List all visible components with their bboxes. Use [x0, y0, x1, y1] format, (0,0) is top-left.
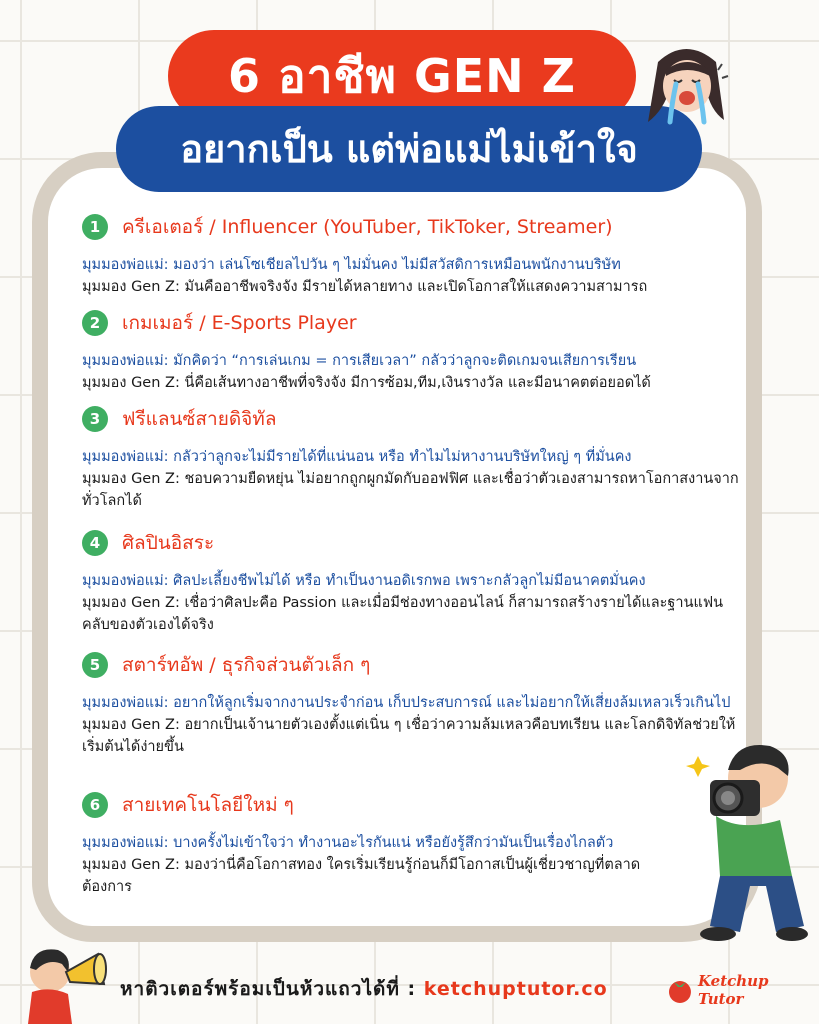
title-banner-primary: 6 อาชีพ GEN Z [168, 30, 636, 122]
parent-view-text: มุมมองพ่อแม่: มักคิดว่า “การเล่นเกม = การเสียเวลา” กลัวว่าลูกจะติดเกมจนเสียการเรียน [82, 353, 637, 369]
section-title: สตาร์ทอัพ / ธุรกิจส่วนตัวเล็ก ๆ [122, 654, 371, 676]
career-section-5 [82, 650, 742, 758]
genz-view-text: มุมมอง Gen Z: มันคืออาชีพจริงจัง มีรายได้หลายทาง และเปิดโอกาสให้แสดงความสามารถ [82, 279, 648, 295]
genz-view-text: มุมมอง Gen Z: อยากเป็นเจ้านายตัวเองตั้งแต่เนิ่น ๆ เชื่อว่าความล้มเหลวคือบทเรียน และโลกดิจิทัลช่วยให้เริ่มต้นได้ง่ายขึ้น [82, 717, 736, 755]
title-banner-secondary: อยากเป็น แต่พ่อแม่ไม่เข้าใจ [116, 106, 702, 192]
genz-view-text: มุมมอง Gen Z: นี่คือเส้นทางอาชีพที่จริงจัง มีการซ้อม,ทีม,เงินรางวัล และมีอนาคตต่อยอดได้ [82, 375, 651, 391]
parent-view-text: มุมมองพ่อแม่: กลัวว่าลูกจะไม่มีรายได้ที่แน่นอน หรือ ทำไมไม่หางานบริษัทใหญ่ ๆ ที่มั่นคง [82, 449, 632, 465]
career-section-4 [82, 528, 742, 636]
section-number-badge: 1 [82, 214, 108, 240]
career-section-6 [82, 790, 682, 898]
section-number-badge: 2 [82, 310, 108, 336]
genz-view-text: มุมมอง Gen Z: มองว่านี่คือโอกาสทอง ใครเริ่มเรียนรู้ก่อนก็มีโอกาสเป็นผู้เชี่ยวชาญที่ตลาดต้องการ [82, 857, 641, 895]
genz-view-text: มุมมอง Gen Z: ชอบความยืดหยุ่น ไม่อยากถูกผูกมัดกับออฟฟิศ และเชื่อว่าตัวเองสามารถหาโอกาสงานจากทั่วโลกได้ [82, 471, 739, 509]
tomato-icon [666, 976, 694, 1004]
brand-name: Ketchup Tutor [697, 972, 769, 1008]
photographer-illustration [680, 736, 810, 946]
footer-cta-text: หาติวเตอร์พร้อมเป็นห้วแถวได้ที่ : [120, 978, 417, 1000]
section-title: ครีเอเตอร์ / Influencer (YouTuber, TikToker, Streamer) [122, 216, 613, 238]
megaphone-boy-illustration [14, 942, 114, 1024]
career-section-3 [82, 404, 742, 512]
parent-view-text: มุมมองพ่อแม่: ศิลปะเลี้ยงชีพไม่ได้ หรือ ทำเป็นงานอดิเรกพอ เพราะกลัวลูกไม่มีอนาคตมั่นคง [82, 573, 646, 589]
parent-view-text: มุมมองพ่อแม่: มองว่า เล่นโซเชียลไปวัน ๆ ไม่มั่นคง ไม่มีสวัสดิการเหมือนพนักงานบริษัท [82, 257, 621, 273]
section-number-badge: 4 [82, 530, 108, 556]
section-number-badge: 5 [82, 652, 108, 678]
section-title: สายเทคโนโลยีใหม่ ๆ [122, 794, 294, 816]
career-section-1 [82, 212, 742, 298]
crying-girl-illustration [640, 40, 732, 130]
career-section-2 [82, 308, 742, 394]
section-number-badge: 3 [82, 406, 108, 432]
brand-logo [666, 972, 819, 1008]
genz-view-text: มุมมอง Gen Z: เชื่อว่าศิลปะคือ Passion และเมื่อมีช่องทางออนไลน์ ก็สามารถสร้างรายได้และฐานแฟนคลับของตัวเองได้จริง [82, 595, 724, 633]
parent-view-text: มุมมองพ่อแม่: บางครั้งไม่เข้าใจว่า ทำงานอะไรกันแน่ หรือยังรู้สึกว่ามันเป็นเรื่องไกลตัว [82, 835, 614, 851]
parent-view-text: มุมมองพ่อแม่: อยากให้ลูกเริ่มจากงานประจำก่อน เก็บประสบการณ์ และไม่อยากให้เสี่ยงล้มเหลวเร็วเกินไป [82, 695, 731, 711]
footer-cta [120, 974, 608, 1004]
section-title: ศิลปินอิสระ [122, 532, 215, 554]
website-link[interactable]: ketchuptutor.co [423, 978, 608, 1000]
section-title: เกมเมอร์ / E-Sports Player [122, 312, 357, 334]
section-number-badge: 6 [82, 792, 108, 818]
section-title: ฟรีแลนซ์สายดิจิทัล [122, 408, 277, 430]
